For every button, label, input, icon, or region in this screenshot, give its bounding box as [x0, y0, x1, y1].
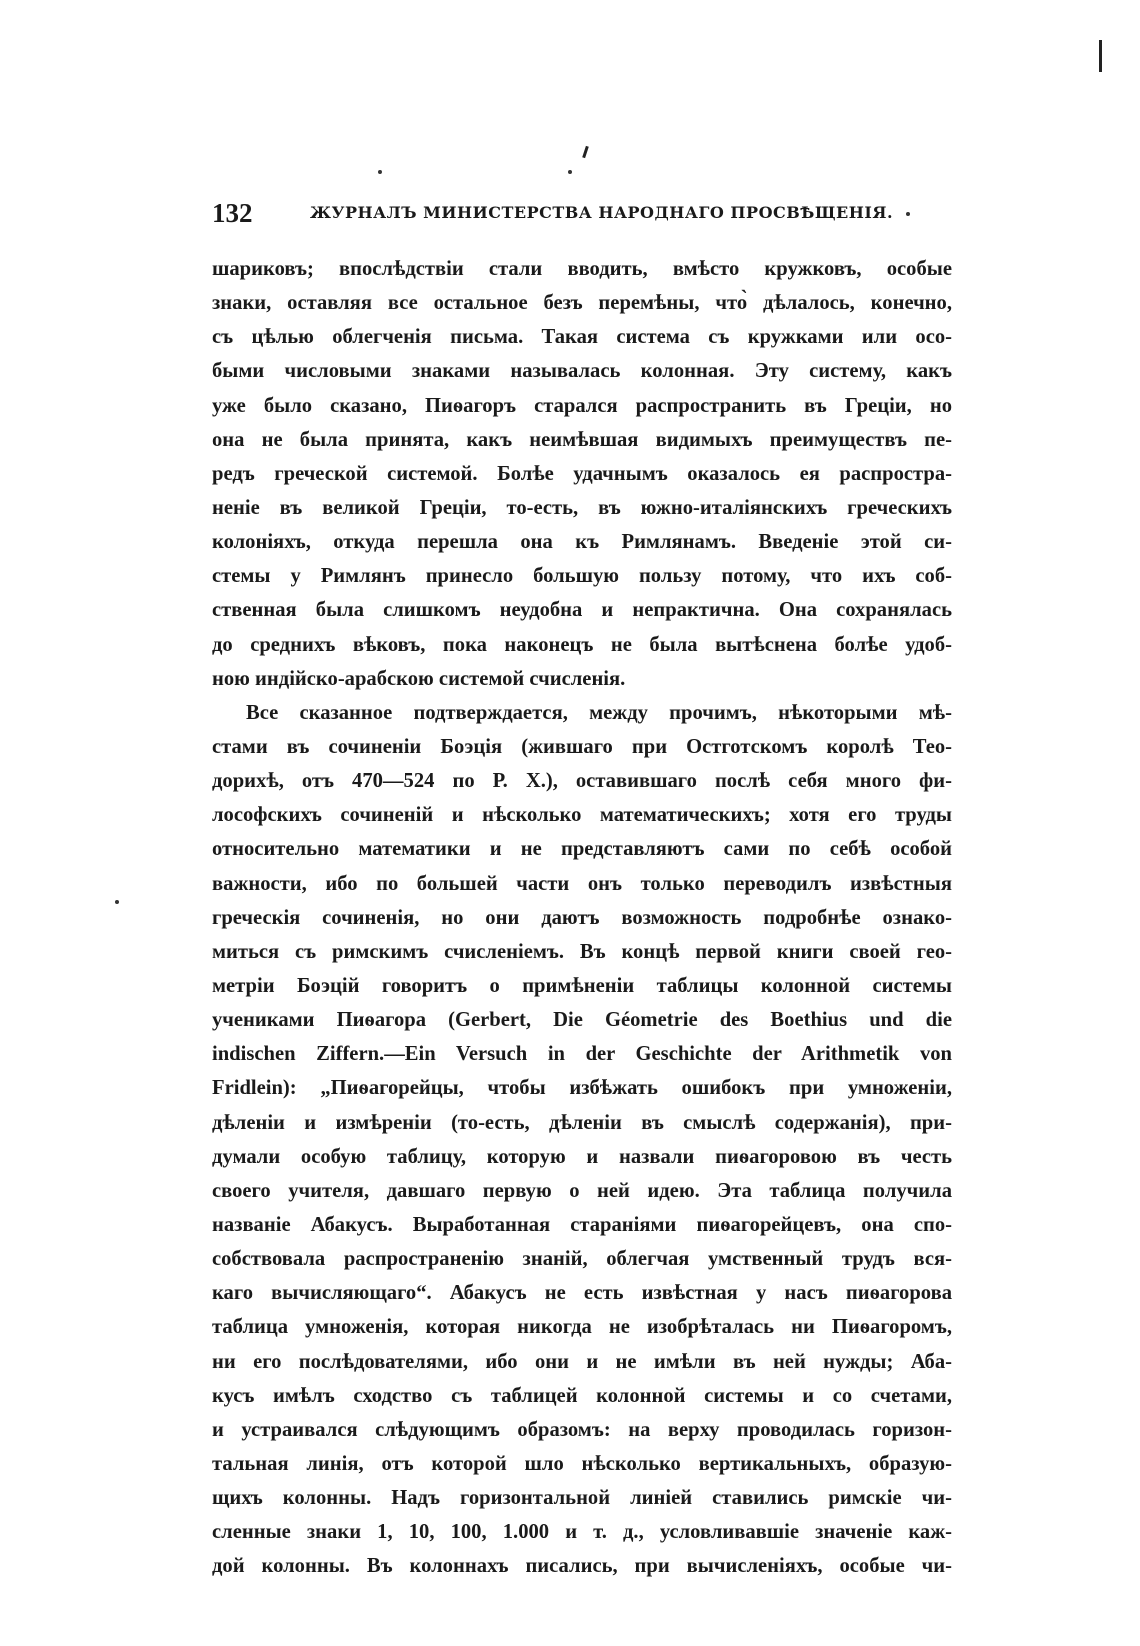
text-line: греческія сочиненія, но они даютъ возможность подробнѣе ознако-: [212, 906, 952, 929]
text-line: ственная была слишкомъ неудобна и непрактична. Она сохранялась: [212, 599, 952, 622]
paragraph: [212, 252, 952, 696]
text-line: колоніяхъ, откуда перешла она къ Римлянамъ. Введеніе этой си-: [212, 531, 952, 554]
text-line: таблица умноженія, которая никогда не изобрѣталась ни Пиѳагоромъ,: [212, 1316, 952, 1339]
scan-edge-mark: [1099, 40, 1102, 72]
running-title: ЖУРНАЛЪ МИНИСТЕРСТВА НАРОДНАГО ПРОСВѢЩЕНІЯ.: [310, 203, 894, 222]
text-line: быми числовыми знаками называлась колонная. Эту систему, какъ: [212, 360, 952, 383]
text-line: indischen Ziffern.—Ein Versuch in der Geschichte der Arithmetik von: [212, 1043, 952, 1066]
scan-dot-mark: [378, 170, 382, 174]
text-line: съ цѣлью облегченія письма. Такая система съ кружками или осо-: [212, 326, 952, 349]
scan-dot-mark: [115, 900, 119, 904]
text-line: шариковъ; впослѣдствіи стали вводить, вмѣсто кружковъ, особые: [212, 258, 952, 280]
text-line: дой колонны. Въ колоннахъ писались, при вычисленіяхъ, особые чи-: [212, 1555, 952, 1578]
text-line: дорихѣ, отъ 470—524 по Р. Х.), оставившаго послѣ себя много фи-: [212, 770, 952, 793]
text-line: сленные знаки 1, 10, 100, 1.000 и т. д., условливавшіе значеніе каж-: [212, 1521, 952, 1544]
text-line: стемы у Римлянъ принесло большую пользу потому, что ихъ соб-: [212, 565, 952, 588]
text-line: учениками Пиѳагора (Gerbert, Die Géometrie des Boethius und die: [212, 1009, 952, 1032]
text-line: она не была принята, какъ неимѣвшая видимыхъ преимуществъ пе-: [212, 428, 952, 451]
text-line: лософскихъ сочиненій и нѣсколько математическихъ; хотя его труды: [212, 804, 952, 827]
text-line: Все сказанное подтверждается, между прочимъ, нѣкоторыми мѣ-: [246, 701, 952, 724]
text-line: тальная линія, отъ которой шло нѣсколько вертикальныхъ, образую-: [212, 1452, 952, 1475]
text-line: миться съ римскимъ счисленіемъ. Въ концѣ первой книги своей гео-: [212, 940, 952, 963]
text-line: знаки, оставляя все остальное безъ перемѣны, что̀ дѣлалось, конечно,: [212, 292, 952, 315]
scan-dot-mark: [568, 170, 572, 174]
text-line: относительно математики и не представляютъ сами по себѣ особой: [212, 838, 952, 861]
text-line: и устраивался слѣдующимъ образомъ: на верху проводилась горизон-: [212, 1418, 952, 1441]
text-line: думали особую таблицу, которую и назвали пиѳагоровою въ честь: [212, 1145, 952, 1168]
text-line: ною индійско-арабскою системой счисленія.: [212, 667, 626, 690]
body-text: [212, 252, 952, 1583]
paragraph: [212, 696, 952, 1584]
text-line: стами въ сочиненіи Боэція (жившаго при Остготскомъ королѣ Тео-: [212, 735, 952, 758]
text-line: кусъ имѣлъ сходство съ таблицей колонной системы и со счетами,: [212, 1384, 952, 1407]
page-number: 132: [212, 198, 253, 228]
text-line: дѣленіи и измѣреніи (то-есть, дѣленіи въ смыслѣ содержанія), при-: [212, 1111, 952, 1134]
text-line: неніе въ великой Греціи, то-есть, въ южно-италіянскихъ греческихъ: [212, 496, 952, 519]
text-line: Fridlein): „Пиѳагорейцы, чтобы избѣжать ошибокъ при умноженіи,: [212, 1077, 952, 1100]
text-line: каго вычисляющаго“. Абакусъ не есть извѣстная у насъ пиѳагорова: [212, 1282, 952, 1305]
text-line: уже было сказано, Пиѳагоръ старался распространить въ Греціи, но: [212, 394, 952, 417]
text-line: редъ греческой системой. Болѣе удачнымъ оказалось ея распростра-: [212, 462, 952, 485]
text-line: названіе Абакусъ. Выработанная стараніями пиѳагорейцевъ, она спо-: [212, 1213, 952, 1236]
text-line: щихъ колонны. Надъ горизонтальной линіей ставились римскіе чи-: [212, 1487, 952, 1510]
text-line: своего учителя, давшаго первую о ней идею. Эта таблица получила: [212, 1179, 952, 1202]
text-line: до среднихъ вѣковъ, пока наконецъ не была вытѣснена болѣе удоб-: [212, 633, 952, 656]
text-line: ни его послѣдователями, ибо они и не имѣли въ ней нужды; Аба-: [212, 1350, 952, 1373]
text-line: метріи Боэцій говоритъ о примѣненіи таблицы колонной системы: [212, 974, 952, 997]
text-line: собствовала распространенію знаній, облегчая умственный трудъ вся-: [212, 1248, 952, 1271]
page-header: [212, 196, 952, 230]
scan-ink-mark: [582, 146, 589, 158]
text-line: важности, ибо по большей части онъ только переводилъ извѣстныя: [212, 872, 952, 895]
